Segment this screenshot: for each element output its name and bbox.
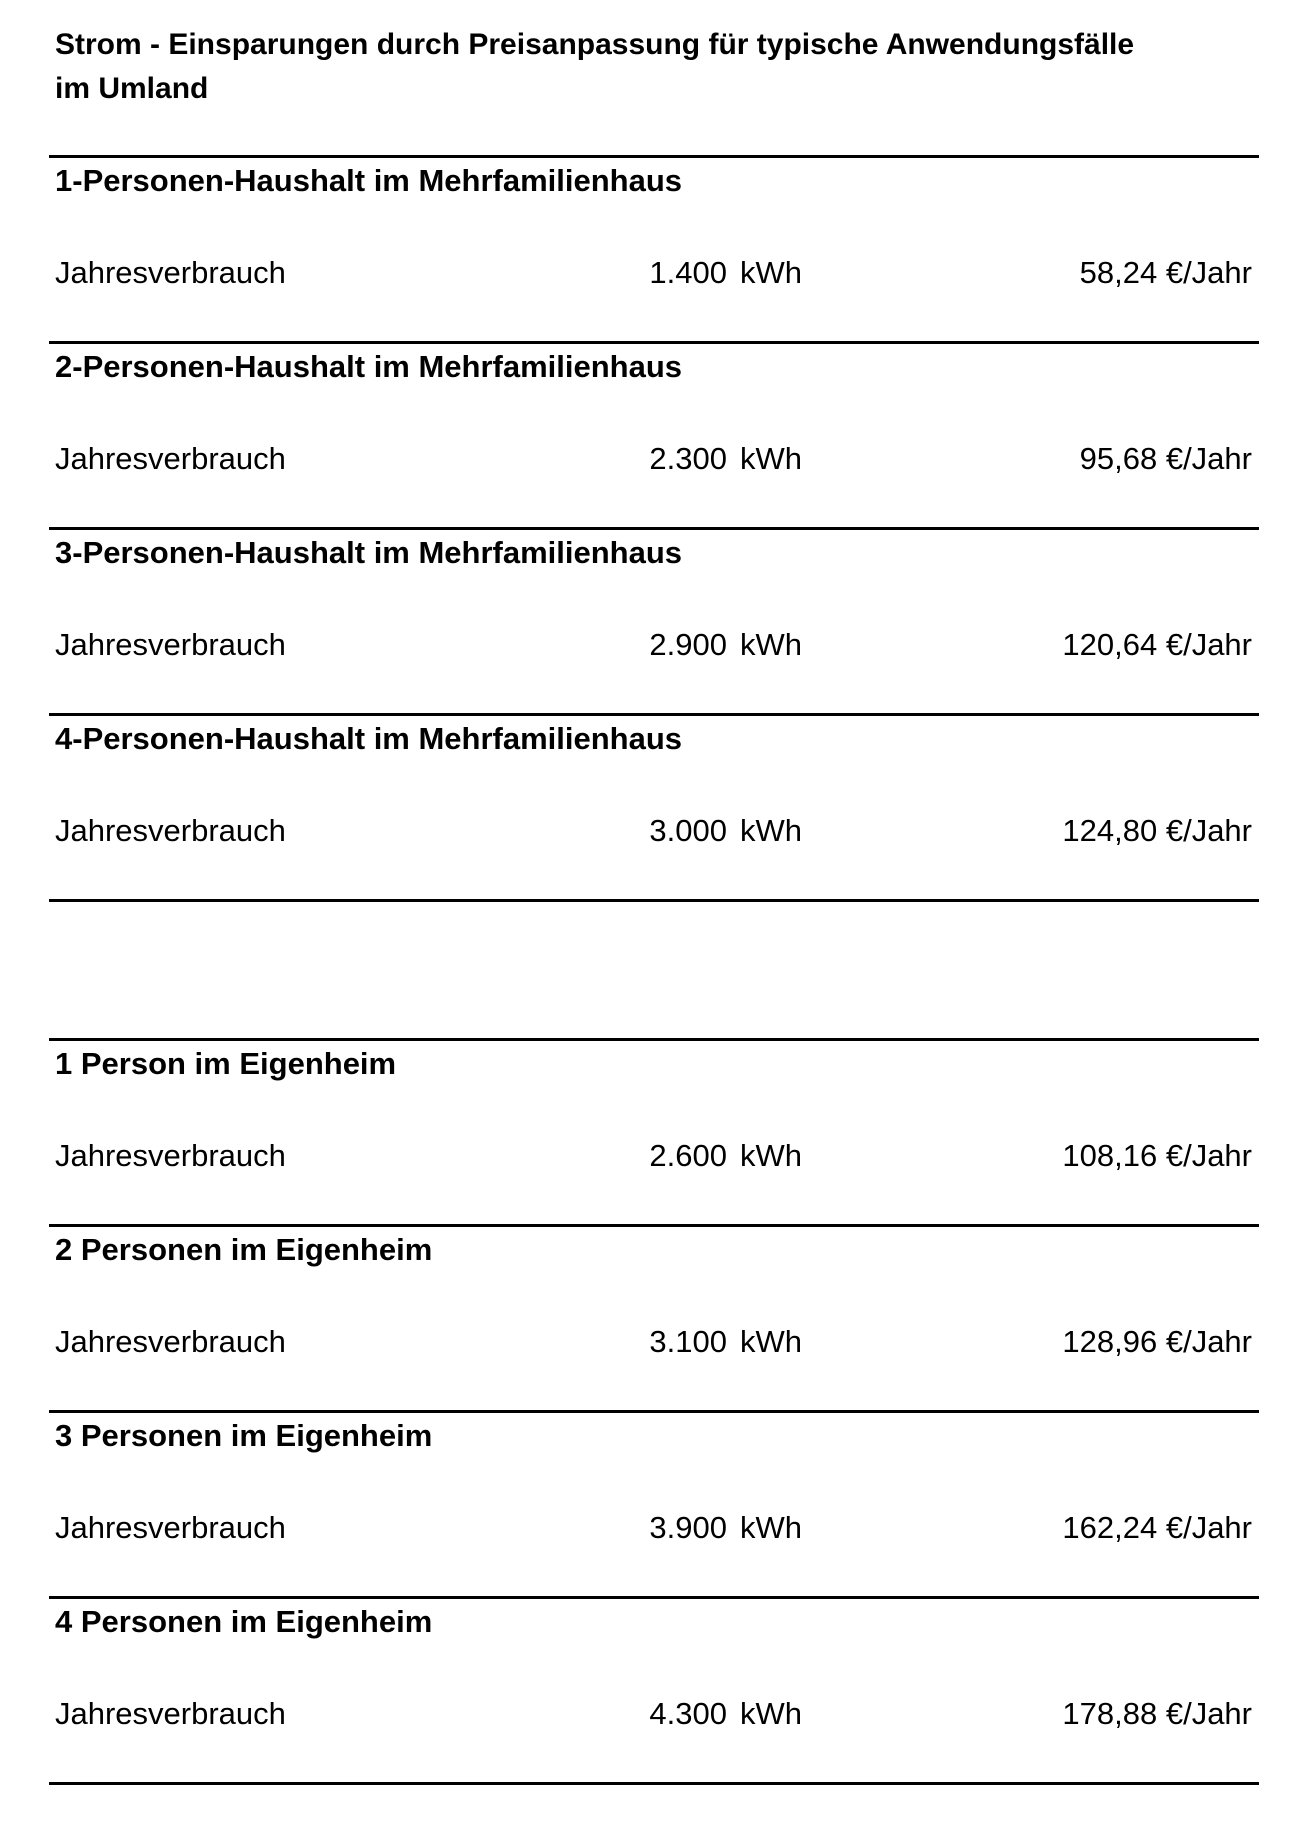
- consumption-row: [49, 811, 1259, 851]
- consumption-label: Jahresverbrauch: [55, 1138, 286, 1173]
- savings-amount: 162,24 €/Jahr: [1062, 1510, 1252, 1545]
- consumption-row: [49, 1136, 1259, 1176]
- consumption-unit: kWh: [740, 441, 802, 476]
- section-3-personen-eigenheim: [49, 1410, 1259, 1596]
- consumption-value: 2.300: [649, 441, 727, 476]
- section-heading: 4 Personen im Eigenheim: [55, 1604, 433, 1639]
- consumption-value: 1.400: [649, 255, 727, 290]
- savings-amount: 58,24 €/Jahr: [1079, 255, 1252, 290]
- savings-amount: 108,16 €/Jahr: [1062, 1138, 1252, 1173]
- section-heading: 1 Person im Eigenheim: [55, 1046, 397, 1081]
- consumption-label: Jahresverbrauch: [55, 441, 286, 476]
- consumption-unit: kWh: [740, 1324, 802, 1359]
- consumption-value: 3.900: [649, 1510, 727, 1545]
- consumption-unit: kWh: [740, 813, 802, 848]
- section-3-personen-mehrfamilienhaus: [49, 527, 1259, 713]
- page-title: Strom - Einsparungen durch Preisanpassung für typische Anwendungsfälle im Umland: [55, 28, 1135, 105]
- consumption-label: Jahresverbrauch: [55, 1324, 286, 1359]
- consumption-unit: kWh: [740, 1510, 802, 1545]
- consumption-unit: kWh: [740, 255, 802, 290]
- consumption-row: [49, 439, 1259, 479]
- section-1-person-eigenheim: [49, 1038, 1259, 1224]
- consumption-label: Jahresverbrauch: [55, 813, 286, 848]
- section-heading: 3-Personen-Haushalt im Mehrfamilienhaus: [55, 535, 683, 570]
- section-2-personen-mehrfamilienhaus: [49, 341, 1259, 527]
- group-eigenheim: [49, 1038, 1259, 1785]
- savings-amount: 178,88 €/Jahr: [1062, 1696, 1252, 1731]
- consumption-label: Jahresverbrauch: [55, 1510, 286, 1545]
- consumption-label: Jahresverbrauch: [55, 255, 286, 290]
- savings-amount: 120,64 €/Jahr: [1062, 627, 1252, 662]
- consumption-value: 3.100: [649, 1324, 727, 1359]
- section-1-personen-mehrfamilienhaus: [49, 155, 1259, 341]
- consumption-row: [49, 1694, 1259, 1734]
- consumption-value: 3.000: [649, 813, 727, 848]
- section-heading: 3 Personen im Eigenheim: [55, 1418, 433, 1453]
- section-4-personen-eigenheim: [49, 1596, 1259, 1782]
- section-heading: 4-Personen-Haushalt im Mehrfamilienhaus: [55, 721, 683, 756]
- consumption-value: 2.600: [649, 1138, 727, 1173]
- section-heading: 2-Personen-Haushalt im Mehrfamilienhaus: [55, 349, 683, 384]
- savings-amount: 124,80 €/Jahr: [1062, 813, 1252, 848]
- savings-amount: 95,68 €/Jahr: [1079, 441, 1252, 476]
- savings-amount: 128,96 €/Jahr: [1062, 1324, 1252, 1359]
- consumption-unit: kWh: [740, 1696, 802, 1731]
- consumption-unit: kWh: [740, 627, 802, 662]
- consumption-label: Jahresverbrauch: [55, 627, 286, 662]
- group-mehrfamilienhaus: [49, 155, 1259, 902]
- consumption-row: [49, 1322, 1259, 1362]
- consumption-row: [49, 625, 1259, 665]
- section-heading: 2 Personen im Eigenheim: [55, 1232, 433, 1267]
- consumption-value: 4.300: [649, 1696, 727, 1731]
- section-4-personen-mehrfamilienhaus: [49, 713, 1259, 899]
- consumption-unit: kWh: [740, 1138, 802, 1173]
- section-heading: 1-Personen-Haushalt im Mehrfamilienhaus: [55, 163, 683, 198]
- consumption-row: [49, 1508, 1259, 1548]
- consumption-row: [49, 253, 1259, 293]
- consumption-label: Jahresverbrauch: [55, 1696, 286, 1731]
- section-2-personen-eigenheim: [49, 1224, 1259, 1410]
- consumption-value: 2.900: [649, 627, 727, 662]
